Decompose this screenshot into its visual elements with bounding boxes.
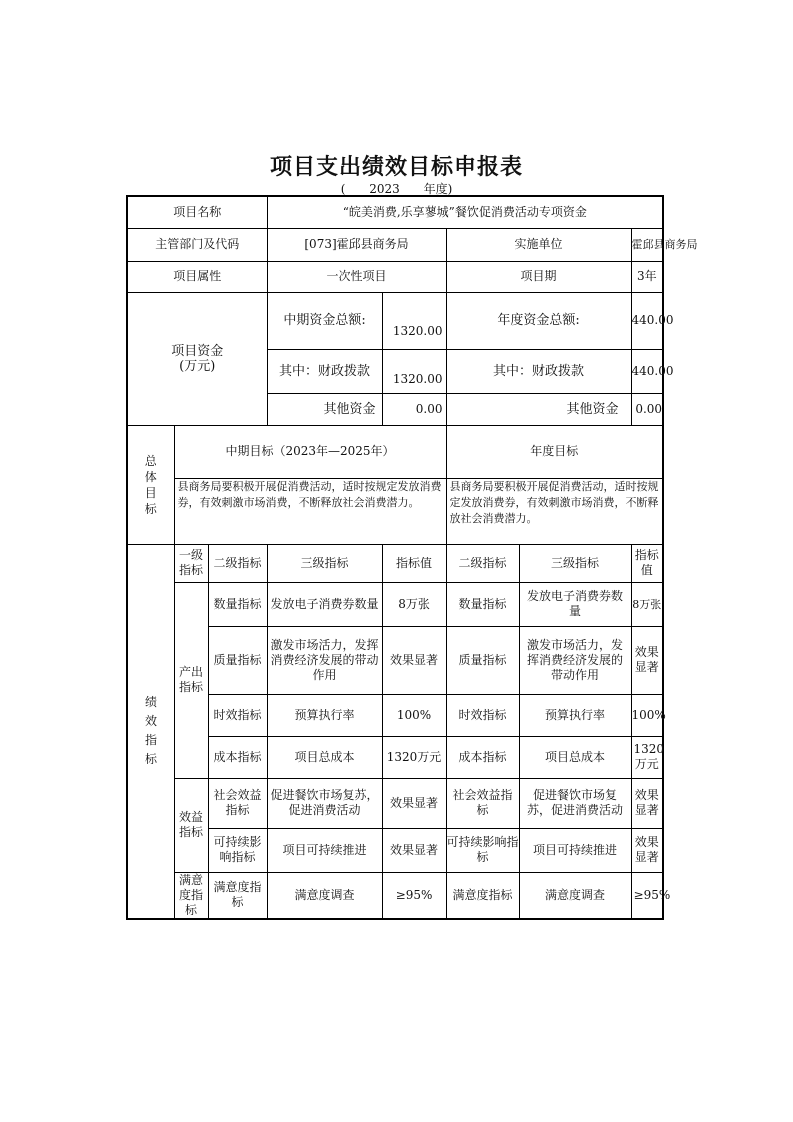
mid-other-value: 0.00 — [382, 393, 446, 425]
table-row-valueb: 效果显著 — [631, 778, 663, 828]
year-goal-text: 县商务局要积极开展促消费活动，适时按规定发放消费券，有效刺激市场消费，不断释放社会消费潜力。 — [446, 478, 663, 544]
table-row-l3b: 激发市场活力，发挥消费经济发展的带动作用 — [519, 626, 631, 694]
group-benefit: 效益指标 — [174, 778, 208, 872]
impl-unit-value: 霍邱县商务局 — [631, 228, 663, 261]
table-row-value: 8万张 — [382, 582, 446, 626]
attribute-label: 项目属性 — [127, 261, 267, 292]
table-row-value: 效果显著 — [382, 778, 446, 828]
year-fiscal-value: 440.00 — [631, 349, 663, 393]
mid-goal-header: 中期目标（2023年—2025年） — [174, 425, 446, 478]
group-satisfaction: 满意度指标 — [174, 872, 208, 919]
dept-label: 主管部门及代码 — [127, 228, 267, 261]
table-row-l3b: 预算执行率 — [519, 694, 631, 736]
mid-total-label: 中期资金总额: — [267, 292, 382, 349]
year-other-label: 其他资金 — [446, 393, 631, 425]
table-row-l3: 激发市场活力，发挥消费经济发展的带动作用 — [267, 626, 382, 694]
year-unit: 年度) — [423, 182, 453, 196]
level3-header-b: 三级指标 — [519, 544, 631, 582]
table-row-l3b: 发放电子消费券数量 — [519, 582, 631, 626]
mid-goal-text: 县商务局要积极开展促消费活动，适时按规定发放消费券，有效刺激市场消费，不断释放社会消费潜力。 — [174, 478, 446, 544]
table-row-value: 100% — [382, 694, 446, 736]
table-row-value: ≥95% — [382, 872, 446, 919]
table-row-l3: 项目可持续推进 — [267, 828, 382, 872]
level2-header-b: 二级指标 — [446, 544, 519, 582]
table-row-valueb: ≥95% — [631, 872, 663, 919]
project-name-value: “皖美消费,乐享蓼城”餐饮促消费活动专项资金 — [267, 196, 663, 228]
table-row-l2b: 可持续影响指标 — [446, 828, 519, 872]
table-row-l3: 发放电子消费券数量 — [267, 582, 382, 626]
table-row-l2: 数量指标 — [208, 582, 267, 626]
table-row-l2b: 数量指标 — [446, 582, 519, 626]
level2-header: 二级指标 — [208, 544, 267, 582]
table-row-l3: 项目总成本 — [267, 736, 382, 778]
year-goal-header: 年度目标 — [446, 425, 663, 478]
goal-label: 总体目标 — [127, 425, 174, 544]
year-fiscal-label: 其中：财政拨款 — [446, 349, 631, 393]
table-row-l2: 质量指标 — [208, 626, 267, 694]
funds-unit: (万元) — [179, 358, 216, 374]
table-row-l2: 可持续影响指标 — [208, 828, 267, 872]
table-row-value: 1320万元 — [382, 736, 446, 778]
page-title: 项目支出绩效目标申报表 — [269, 155, 523, 180]
group-output: 产出指标 — [174, 582, 208, 778]
year-other-value: 0.00 — [631, 393, 663, 425]
table-row-value: 效果显著 — [382, 828, 446, 872]
mid-fiscal-label: 其中：财政拨款 — [267, 349, 382, 393]
table-row-l2: 成本指标 — [208, 736, 267, 778]
period-label: 项目期 — [446, 261, 631, 292]
table-row-valueb: 效果显著 — [631, 626, 663, 694]
indicators-label: 绩效指标 — [127, 544, 174, 919]
project-name-label: 项目名称 — [127, 196, 267, 228]
table-row-valueb: 100% — [631, 694, 663, 736]
table-row-l2b: 成本指标 — [446, 736, 519, 778]
table-row-l3b: 项目可持续推进 — [519, 828, 631, 872]
table-row-l2: 满意度指标 — [208, 872, 267, 919]
table-row-l2: 时效指标 — [208, 694, 267, 736]
performance-table — [126, 195, 698, 920]
table-row-l2b: 社会效益指标 — [446, 778, 519, 828]
table-row-l2b: 质量指标 — [446, 626, 519, 694]
level3-header: 三级指标 — [267, 544, 382, 582]
table-row-valueb: 8万张 — [631, 582, 663, 626]
table-row-l2: 社会效益指标 — [208, 778, 267, 828]
dept-value: [073]霍邱县商务局 — [267, 228, 446, 261]
impl-unit-label: 实施单位 — [446, 228, 631, 261]
table-row-valueb: 效果显著 — [631, 828, 663, 872]
table-row-l2b: 满意度指标 — [446, 872, 519, 919]
attribute-value: 一次性项目 — [267, 261, 446, 292]
table-row-l2b: 时效指标 — [446, 694, 519, 736]
funds-title: 项目资金 — [171, 343, 224, 359]
mid-fiscal-value: 1320.00 — [382, 349, 446, 393]
period-value: 3年 — [631, 261, 663, 292]
table-row-value: 效果显著 — [382, 626, 446, 694]
value-header: 指标值 — [382, 544, 446, 582]
level1-header: 一级指标 — [174, 544, 208, 582]
mid-total-value: 1320.00 — [382, 292, 446, 349]
table-row-l3b: 促进餐饮市场复苏，促进消费活动 — [519, 778, 631, 828]
table-row-valueb: 1320万元 — [631, 736, 663, 778]
year-open: ( — [340, 182, 346, 196]
table-row-l3: 满意度调查 — [267, 872, 382, 919]
funds-label — [127, 292, 267, 425]
table-row-l3b: 项目总成本 — [519, 736, 631, 778]
table-row-l3: 促进餐饮市场复苏，促进消费活动 — [267, 778, 382, 828]
table-row-l3b: 满意度调查 — [519, 872, 631, 919]
mid-other-label: 其他资金 — [267, 393, 382, 425]
year-total-value: 440.00 — [631, 292, 663, 349]
year-value: 2023 — [369, 182, 400, 196]
table-row-l3: 预算执行率 — [267, 694, 382, 736]
value-header-b: 指标值 — [631, 544, 663, 582]
year-total-label: 年度资金总额: — [446, 292, 631, 349]
